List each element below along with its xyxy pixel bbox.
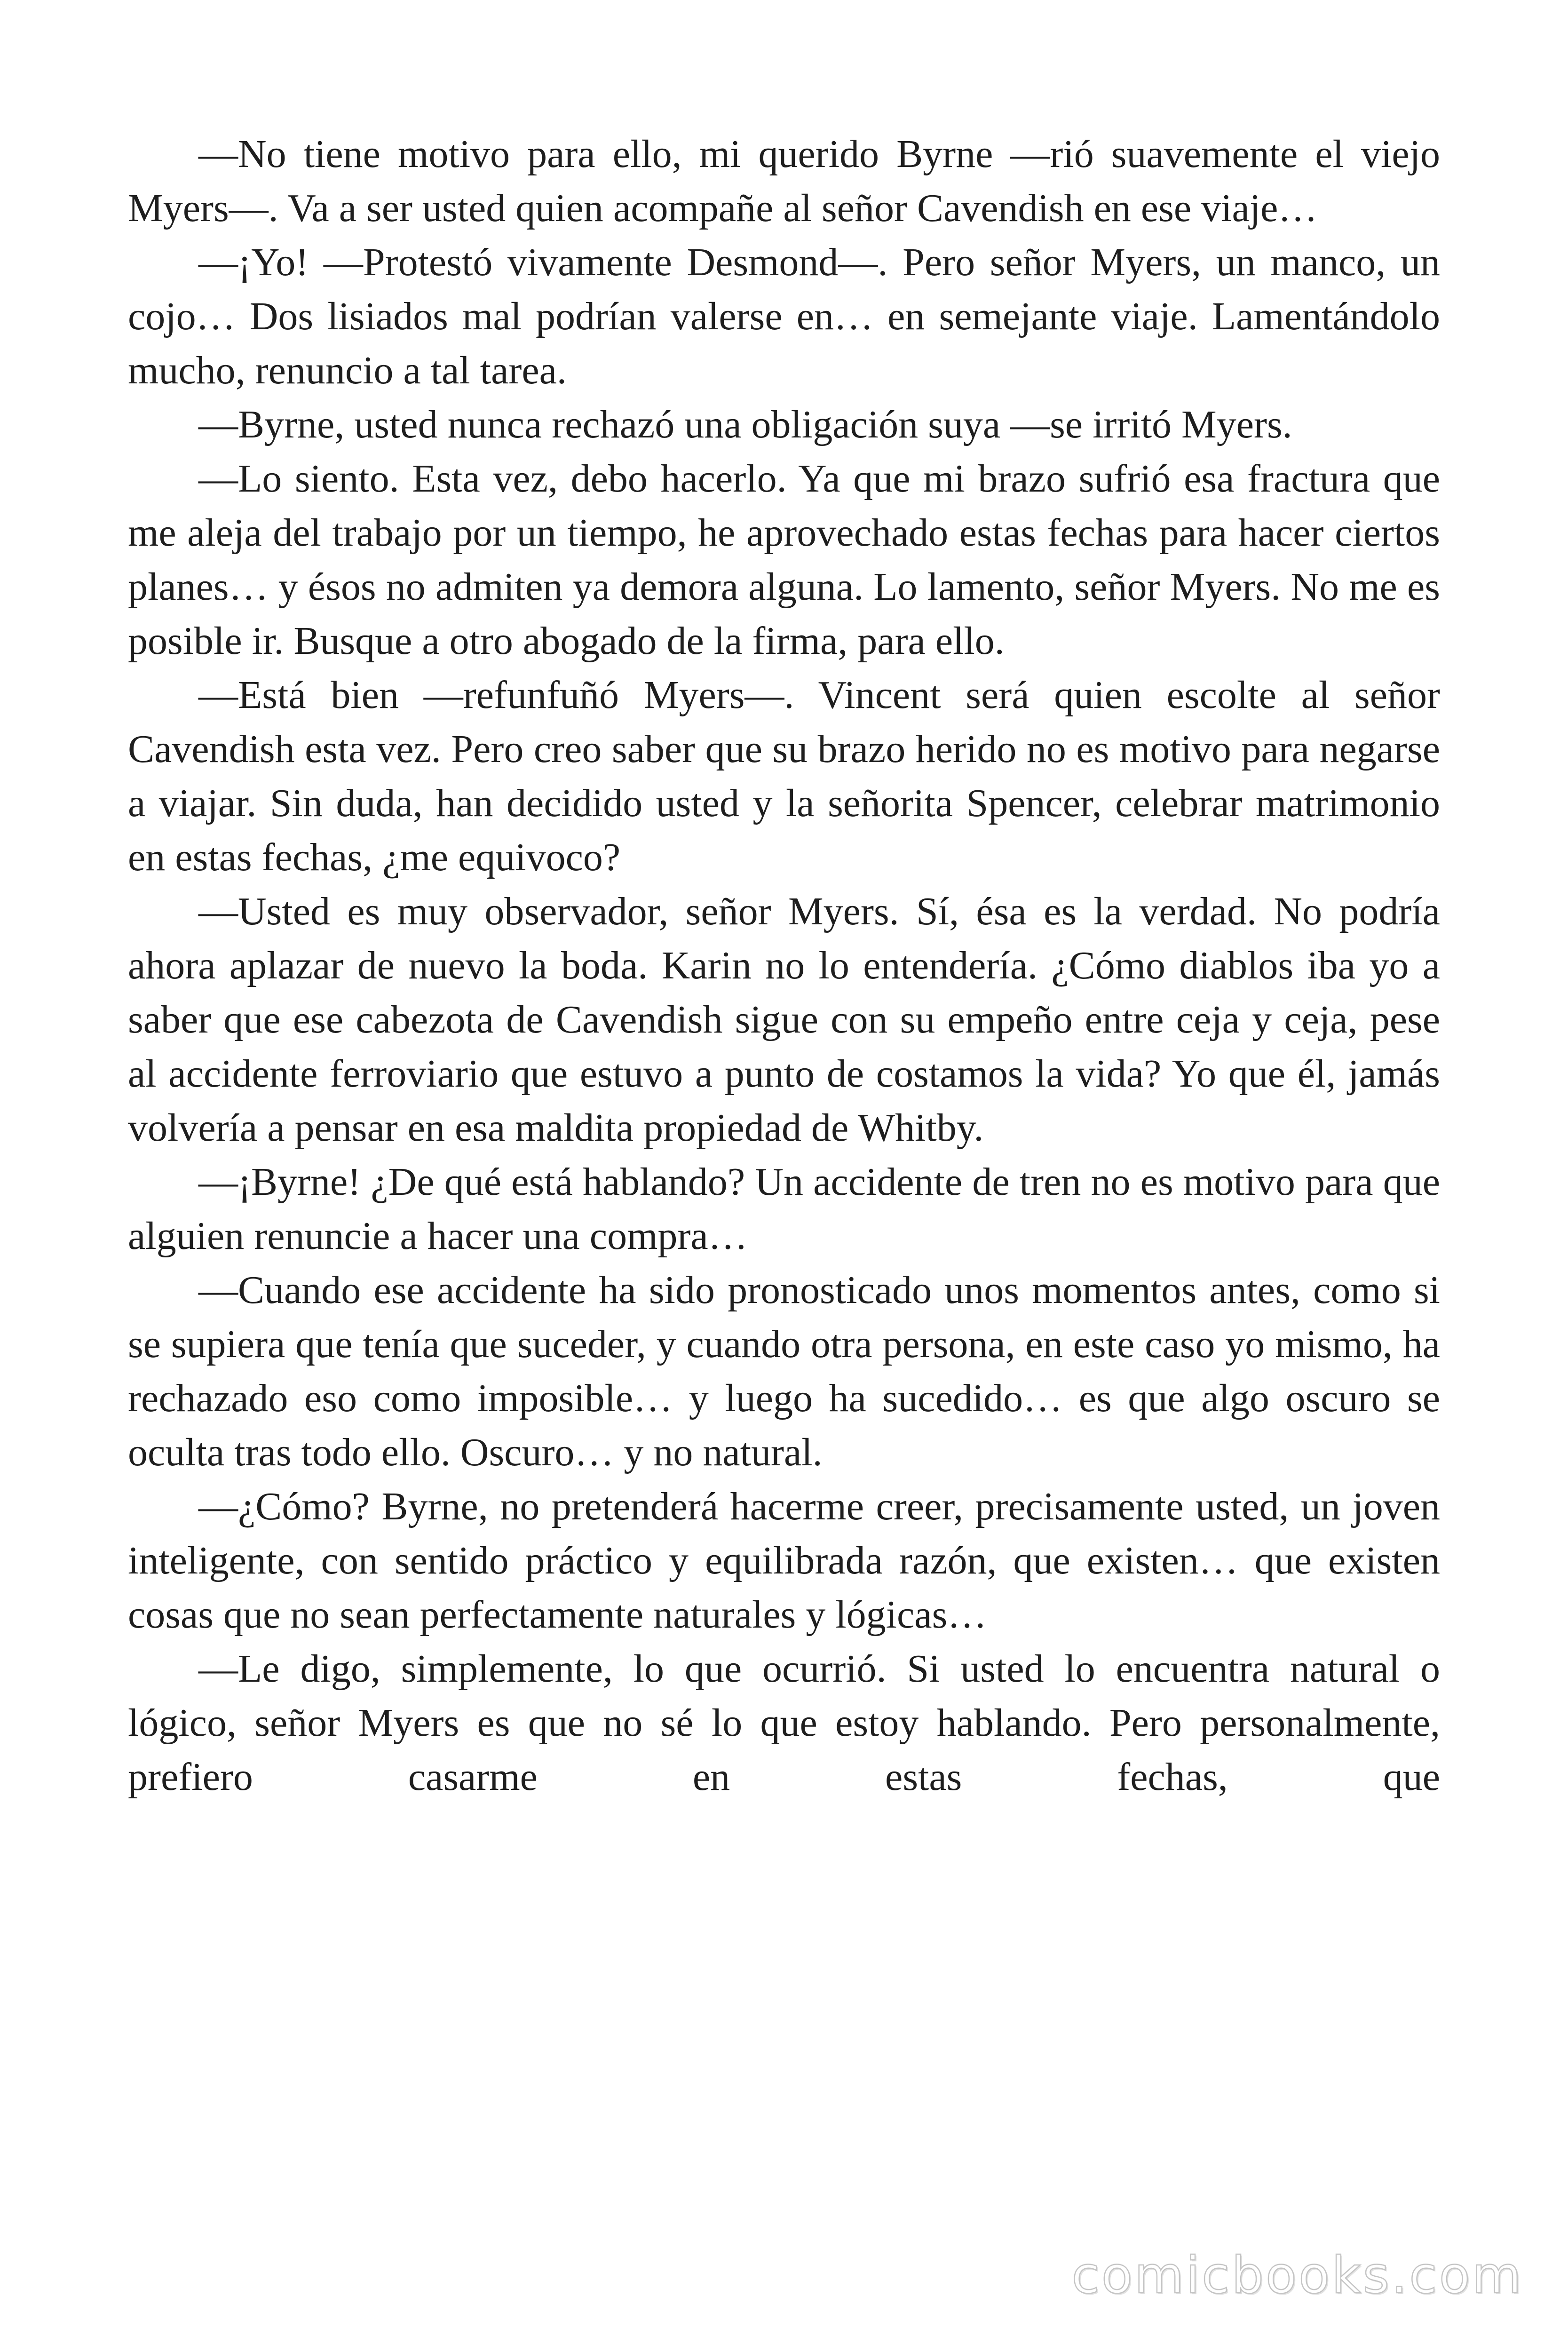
paragraph: —Cuando ese accidente ha sido pronosticado unos momentos antes, como si se supiera que tenía que suceder, y cuando otra persona, en este caso yo mismo, ha rechazado eso como imposible… y luego ha sucedido… es que algo oscuro se oculta tras todo ello. Oscuro… y no natural.	[128, 1268, 1440, 1474]
book-page-text	[128, 127, 1440, 1804]
paragraph: —¡Byrne! ¿De qué está hablando? Un accidente de tren no es motivo para que alguien renuncie a hacer una compra…	[128, 1160, 1440, 1258]
paragraph: —¿Cómo? Byrne, no pretenderá hacerme creer, precisamente usted, un joven inteligente, con sentido práctico y equilibrada razón, que existen… que existen cosas que no sean perfectamente naturales y lógicas…	[128, 1485, 1440, 1637]
paragraph: —No tiene motivo para ello, mi querido Byrne —rió suavemente el viejo Myers—. Va a ser usted quien acompañe al señor Cavendish en ese viaje…	[128, 132, 1440, 230]
paragraph: —Byrne, usted nunca rechazó una obligación suya —se irritó Myers.	[198, 403, 1292, 446]
paragraph: —Le digo, simplemente, lo que ocurrió. Si usted lo encuentra natural o lógico, señor Myers es que no sé lo que estoy hablando. Pero personalmente, prefiero casarme en estas fechas, que	[128, 1647, 1440, 1799]
paragraph: —Lo siento. Esta vez, debo hacerlo. Ya que mi brazo sufrió esa fractura que me aleja del trabajo por un tiempo, he aprovechado estas fechas para hacer ciertos planes… y ésos no admiten ya demora alguna. Lo lamento, señor Myers. No me es posible ir. Busque a otro abogado de la firma, para ello.	[128, 457, 1440, 663]
paragraph: —¡Yo! —Protestó vivamente Desmond—. Pero señor Myers, un manco, un cojo… Dos lisiados mal podrían valerse en… en semejante viaje. Lamentándolo mucho, renuncio a tal tarea.	[128, 240, 1440, 392]
paragraph: —Usted es muy observador, señor Myers. Sí, ésa es la verdad. No podría ahora aplazar de nuevo la boda. Karin no lo entendería. ¿Cómo diablos iba yo a saber que ese cabezota de Cavendish sigue con su empeño entre ceja y ceja, pese al accidente ferroviario que estuvo a punto de costamos la vida? Yo que él, jamás volvería a pensar en esa maldita propiedad de Whitby.	[128, 890, 1440, 1150]
paragraph: —Está bien —refunfuñó Myers—. Vincent será quien escolte al señor Cavendish esta vez. Pero creo saber que su brazo herido no es motivo para negarse a viajar. Sin duda, han decidido usted y la señorita Spencer, celebrar matrimonio en estas fechas, ¿me equivoco?	[128, 673, 1440, 879]
watermark: comicbooks.com	[1071, 2246, 1523, 2305]
